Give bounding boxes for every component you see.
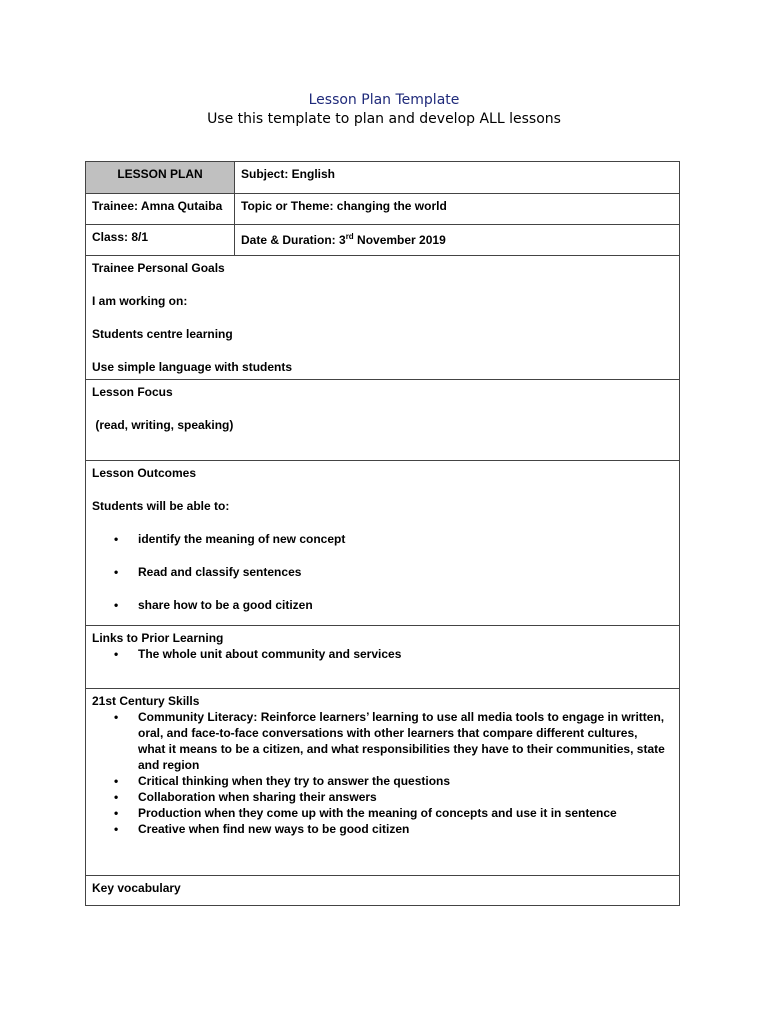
skill-item: • Community Literacy: Reinforce learners’ learning to use all media tools to engage in written, oral, and face-to-face conversations with other learners that compare different cultures, what it means to be a citizen, and what responsibilities they have to their communities, state and region: [92, 709, 673, 773]
skill-item: • Creative when find new ways to be good citizen: [92, 821, 673, 837]
personal-goals-section: [86, 256, 680, 380]
goals-line: Use simple language with students: [92, 360, 293, 374]
document-title: Lesson Plan Template: [308, 92, 460, 108]
lesson-focus-heading: Lesson Focus: [92, 385, 173, 399]
date-superscript: rd: [345, 232, 354, 241]
trainee-cell: Trainee: Amna Qutaiba: [86, 194, 235, 225]
outcome-item: • identify the meaning of new concept: [92, 531, 673, 547]
document-subtitle: Use this template to plan and develop ALL lessons: [207, 111, 561, 127]
lesson-outcomes-heading: Lesson Outcomes: [92, 466, 197, 480]
prior-learning-heading: Links to Prior Learning: [92, 631, 224, 645]
lesson-outcomes-intro: Students will be able to:: [92, 499, 230, 513]
lesson-plan-header-cell: LESSON PLAN: [86, 162, 235, 194]
goals-line: Students centre learning: [92, 327, 233, 341]
lesson-focus-text: (read, writing, speaking): [92, 418, 234, 432]
skill-item: • Collaboration when sharing their answers: [92, 789, 673, 805]
skills-heading: 21st Century Skills: [92, 694, 200, 708]
lesson-focus-section: [86, 380, 680, 461]
outcome-item: • Read and classify sentences: [92, 564, 673, 580]
outcome-item: • share how to be a good citizen: [92, 597, 673, 613]
prior-learning-item: • The whole unit about community and services: [92, 646, 673, 662]
skill-item: • Production when they come up with the meaning of concepts and use it in sentence: [92, 805, 673, 821]
skill-item: • Critical thinking when they try to answer the questions: [92, 773, 673, 789]
page-header: [0, 90, 768, 128]
date-suffix: November 2019: [353, 233, 446, 247]
personal-goals-heading: Trainee Personal Goals: [92, 261, 225, 275]
date-prefix: Date & Duration: 3: [241, 233, 346, 247]
subject-cell: Subject: English: [235, 162, 680, 194]
key-vocabulary-heading: Key vocabulary: [92, 881, 181, 895]
topic-cell: Topic or Theme: changing the world: [235, 194, 680, 225]
goals-line: I am working on:: [92, 294, 188, 308]
prior-learning-section: [86, 626, 680, 689]
key-vocabulary-section: [86, 876, 680, 906]
class-cell: Class: 8/1: [86, 225, 235, 256]
date-duration-cell: [235, 225, 680, 256]
lesson-outcomes-section: [86, 461, 680, 626]
lesson-plan-table: [85, 161, 680, 906]
skills-section: [86, 689, 680, 876]
